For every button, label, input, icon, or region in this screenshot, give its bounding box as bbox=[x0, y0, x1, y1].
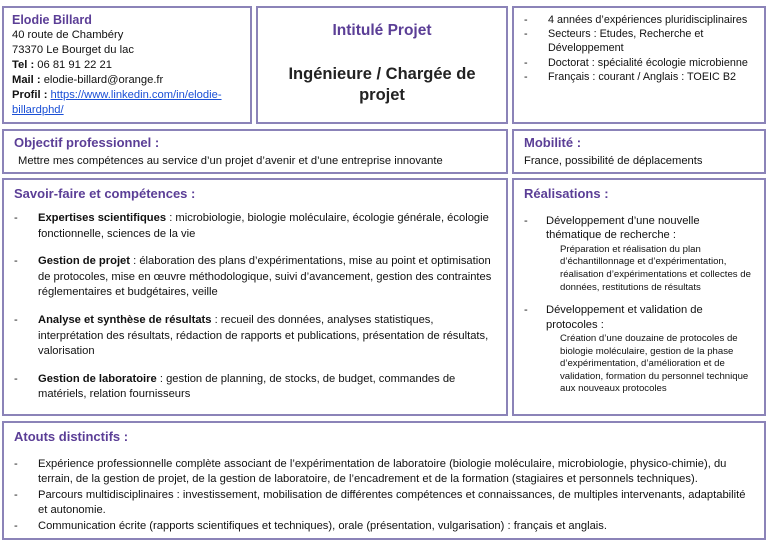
bullet-dash: - bbox=[14, 212, 18, 224]
summary-text: Doctorat : spécialité écologie microbienne bbox=[548, 56, 748, 69]
realisations-list bbox=[524, 214, 754, 396]
objectif-text: Mettre mes compétences au service d’un projet d’avenir et d’une entreprise innovante bbox=[18, 155, 443, 167]
skill-label: Expertises scientifiques bbox=[38, 212, 167, 224]
skills-list bbox=[14, 211, 496, 403]
phone-row bbox=[12, 58, 242, 73]
bullet-dash: - bbox=[524, 215, 528, 227]
bullet-dash: - bbox=[14, 313, 18, 326]
skill-item bbox=[14, 313, 496, 360]
atout-text: Expérience professionnelle complète associant de l’expérimentation de laboratoire (biologie moléculaire, microbiologie, physico-chimie), du terrain, de la gestion de projet, de la gestion de laboratoire, de l’encadrement et de la formation (stagiaires et personnels techniques). bbox=[38, 458, 727, 485]
skills-heading: Savoir-faire et compétences : bbox=[14, 186, 196, 201]
atouts-card bbox=[2, 421, 766, 540]
skill-text: : élaboration des plans d’expérimentations, mise au point et optimisation de protocoles, mise en œuvre méthodologique, suivi d’avancement, gestion des contraintes réglementaires et budgétaires, veille bbox=[38, 255, 492, 299]
summary-list bbox=[524, 13, 758, 84]
summary-item bbox=[524, 27, 758, 55]
bullet-dash: - bbox=[524, 14, 528, 26]
skill-label: Gestion de projet bbox=[38, 255, 130, 268]
skill-text: : microbiologie, biologie moléculaire, écologie générale, écologie fonctionnelle, sciences de la vie bbox=[38, 212, 489, 240]
objectif-heading: Objectif professionnel : bbox=[14, 135, 160, 150]
atout-item bbox=[14, 488, 754, 517]
summary-item bbox=[524, 56, 758, 70]
profil-row bbox=[12, 88, 242, 118]
address-line-2: 73370 Le Bourget du lac bbox=[12, 44, 134, 56]
bullet-dash: - bbox=[14, 489, 18, 502]
bullet-dash: - bbox=[524, 70, 528, 83]
realisation-title: Développement d’une nouvelle thématique de recherche : bbox=[546, 215, 700, 242]
mail-value: elodie-billard@orange.fr bbox=[43, 74, 164, 86]
skill-text: : gestion de planning, de stocks, de budget, commandes de matériels, relation fournisseurs bbox=[38, 372, 456, 401]
project-title-value: Ingénieure / Chargée de projet bbox=[288, 65, 476, 104]
realisation-item bbox=[524, 303, 754, 396]
realisation-detail: Création d’une douzaine de protocoles de biologie moléculaire, gestion de la phase d’expérimentation, d’amélioration et de validation, formation du personnel technique aux nouveaux protocoles bbox=[560, 333, 749, 395]
skill-item bbox=[14, 211, 496, 242]
bullet-dash: - bbox=[14, 255, 18, 268]
mobilite-card bbox=[512, 129, 766, 174]
skill-text: : recueil des données, analyses statistiques, interprétation des résultats, rédaction de rapports et publications, présentation de résultats, valorisation bbox=[38, 313, 489, 358]
bullet-dash: - bbox=[14, 372, 18, 385]
atout-item bbox=[14, 457, 754, 486]
summary-text: Secteurs : Etudes, Recherche et Développement bbox=[548, 28, 704, 55]
atout-text: Parcours multidisciplinaires : investissement, mobilisation de différentes compétences et connaissances, de multiples intervenants, adaptabilité et autonomie. bbox=[38, 489, 746, 516]
atout-text: Communication écrite (rapports scientifiques et techniques), orale (présentation, vulgarisation) : français et anglais. bbox=[38, 520, 607, 533]
skill-item bbox=[14, 254, 496, 301]
bullet-dash: - bbox=[524, 304, 528, 317]
candidate-name: Elodie Billard bbox=[12, 13, 92, 27]
realisation-item bbox=[524, 214, 754, 294]
contact-card bbox=[2, 6, 252, 124]
linkedin-link[interactable]: https://www.linkedin.com/in/elodie-billardphd/ bbox=[12, 89, 222, 116]
bullet-dash: - bbox=[14, 458, 18, 470]
mail-row bbox=[12, 73, 242, 88]
project-title-card bbox=[256, 6, 508, 124]
skills-card bbox=[2, 178, 508, 416]
skill-item bbox=[14, 372, 496, 403]
atout-item bbox=[14, 519, 754, 534]
phone-value: 06 81 91 22 21 bbox=[37, 59, 112, 71]
mobilite-text: France, possibilité de déplacements bbox=[524, 155, 703, 167]
address-line-1: 40 route de Chambéry bbox=[12, 29, 124, 41]
bullet-dash: - bbox=[524, 28, 528, 41]
realisations-heading: Réalisations : bbox=[524, 186, 609, 201]
atouts-heading: Atouts distinctifs : bbox=[14, 429, 129, 444]
profil-label: Profil : bbox=[12, 89, 48, 101]
skill-label: Gestion de laboratoire bbox=[38, 372, 157, 385]
summary-text: 4 années d’expériences pluridisciplinaires bbox=[548, 14, 748, 26]
mail-label: Mail : bbox=[12, 74, 41, 86]
bullet-dash: - bbox=[14, 520, 18, 533]
realisations-card bbox=[512, 178, 766, 416]
mobilite-heading: Mobilité : bbox=[524, 135, 582, 150]
phone-label: Tel : bbox=[12, 59, 35, 71]
summary-text: Français : courant / Anglais : TOEIC B2 bbox=[548, 70, 737, 83]
realisation-detail: Préparation et réalisation du plan d’échantillonnage et d’expérimentation, réalisation d’expérimentations et collectes de données, restitutions de résultats bbox=[560, 243, 751, 293]
bullet-dash: - bbox=[524, 56, 528, 69]
realisation-title: Développement et validation de protocoles : bbox=[546, 304, 703, 331]
atouts-list bbox=[14, 457, 754, 534]
project-title-label: Intitulé Projet bbox=[332, 22, 432, 39]
summary-item bbox=[524, 13, 758, 27]
summary-card bbox=[512, 6, 766, 124]
summary-item bbox=[524, 70, 758, 84]
skill-label: Analyse et synthèse de résultats bbox=[38, 313, 212, 326]
objectif-card bbox=[2, 129, 508, 174]
